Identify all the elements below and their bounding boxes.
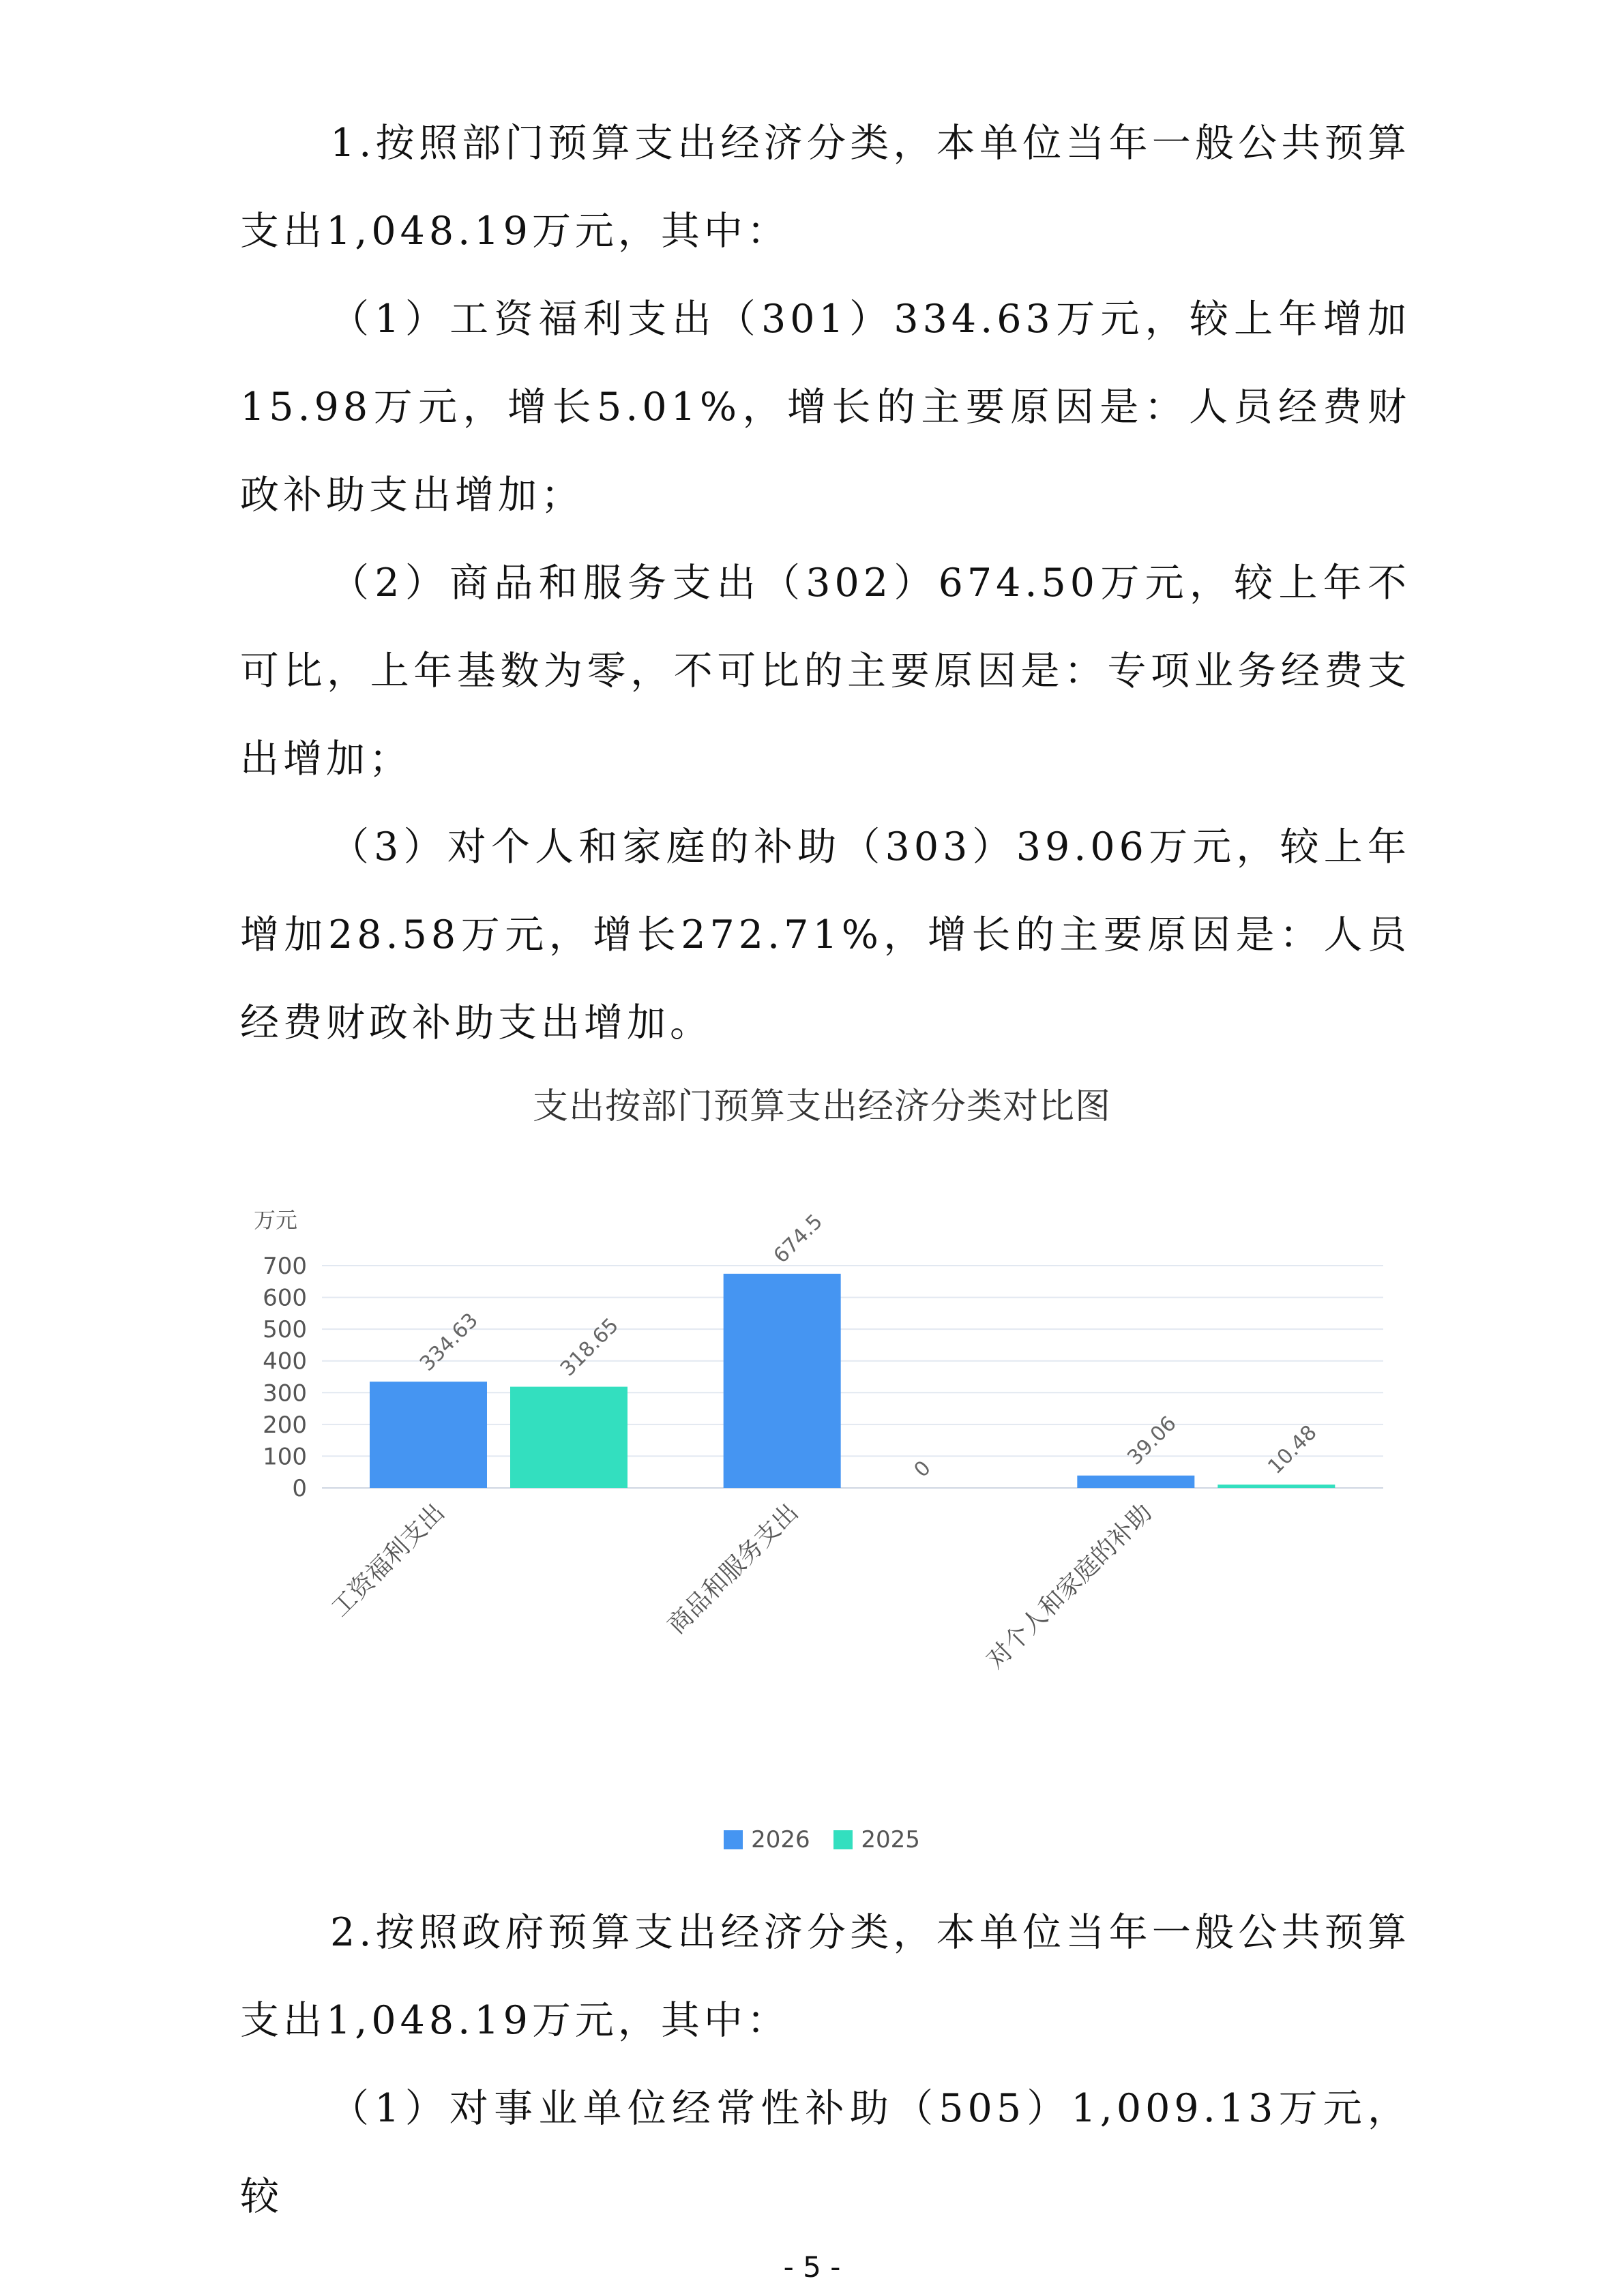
y-tick-label: 500	[263, 1316, 307, 1344]
legend-item-2025[interactable]	[833, 1826, 920, 1853]
x-tick-label: 商品和服务支出	[662, 1498, 804, 1640]
chart-legend	[232, 1826, 1412, 1855]
chart-title: 支出按部门预算支出经济分类对比图	[532, 1086, 1111, 1127]
page-number: - 5 -	[783, 2250, 841, 2284]
y-tick-label: 200	[263, 1411, 307, 1439]
y-tick-label: 300	[263, 1380, 307, 1407]
legend-item-2026[interactable]	[724, 1826, 810, 1853]
paragraph: 1.按照部门预算支出经济分类，本单位当年一般公共预算支出1,048.19万元，其中：	[240, 121, 1411, 254]
y-tick-label: 700	[263, 1253, 307, 1280]
y-tick-label: 600	[263, 1284, 307, 1312]
y-axis-unit: 万元	[254, 1207, 298, 1233]
bar-2026	[724, 1274, 841, 1488]
paragraph: （1）对事业单位经常性补助（505）1,009.13万元，较	[240, 2086, 1411, 2219]
bar-2025	[510, 1387, 628, 1488]
data-label: 318.65	[555, 1313, 623, 1382]
y-tick-label: 100	[263, 1443, 307, 1471]
x-tick-label: 对个人和家庭的补助	[981, 1498, 1158, 1675]
bar-2025	[1217, 1485, 1335, 1488]
paragraph: （2）商品和服务支出（302）674.50万元，较上年不可比，上年基数为零，不可比的主要原因是：专项业务经费支出增加；	[240, 561, 1411, 781]
data-label: 39.06	[1123, 1411, 1181, 1470]
bar-chart	[232, 1064, 1412, 1882]
data-label: 334.63	[415, 1308, 483, 1376]
text-block-top	[240, 100, 1411, 1067]
data-label: 0	[909, 1456, 936, 1482]
bar-2026	[370, 1382, 487, 1488]
chart-canvas	[232, 1064, 1412, 1814]
text-block-bottom	[240, 1889, 1411, 2241]
data-label: 10.48	[1263, 1420, 1322, 1479]
y-tick-label: 0	[292, 1475, 307, 1502]
y-tick-label: 400	[263, 1347, 307, 1375]
paragraph: （3）对个人和家庭的补助（303）39.06万元，较上年增加28.58万元，增长272.71%，增长的主要原因是：人员经费财政补助支出增加。	[240, 824, 1411, 1045]
paragraph: （1）工资福利支出（301）334.63万元，较上年增加15.98万元，增长5.01%，增长的主要原因是：人员经费财政补助支出增加；	[240, 297, 1411, 518]
legend-swatch	[833, 1830, 853, 1849]
legend-label: 2025	[861, 1826, 920, 1853]
legend-swatch	[724, 1830, 743, 1849]
bar-2026	[1077, 1476, 1194, 1488]
x-tick-label: 工资福利支出	[326, 1498, 450, 1623]
paragraph: 2.按照政府预算支出经济分类，本单位当年一般公共预算支出1,048.19万元，其中：	[240, 1910, 1411, 2043]
data-label: 674.5	[769, 1210, 828, 1268]
legend-label: 2026	[751, 1826, 810, 1853]
